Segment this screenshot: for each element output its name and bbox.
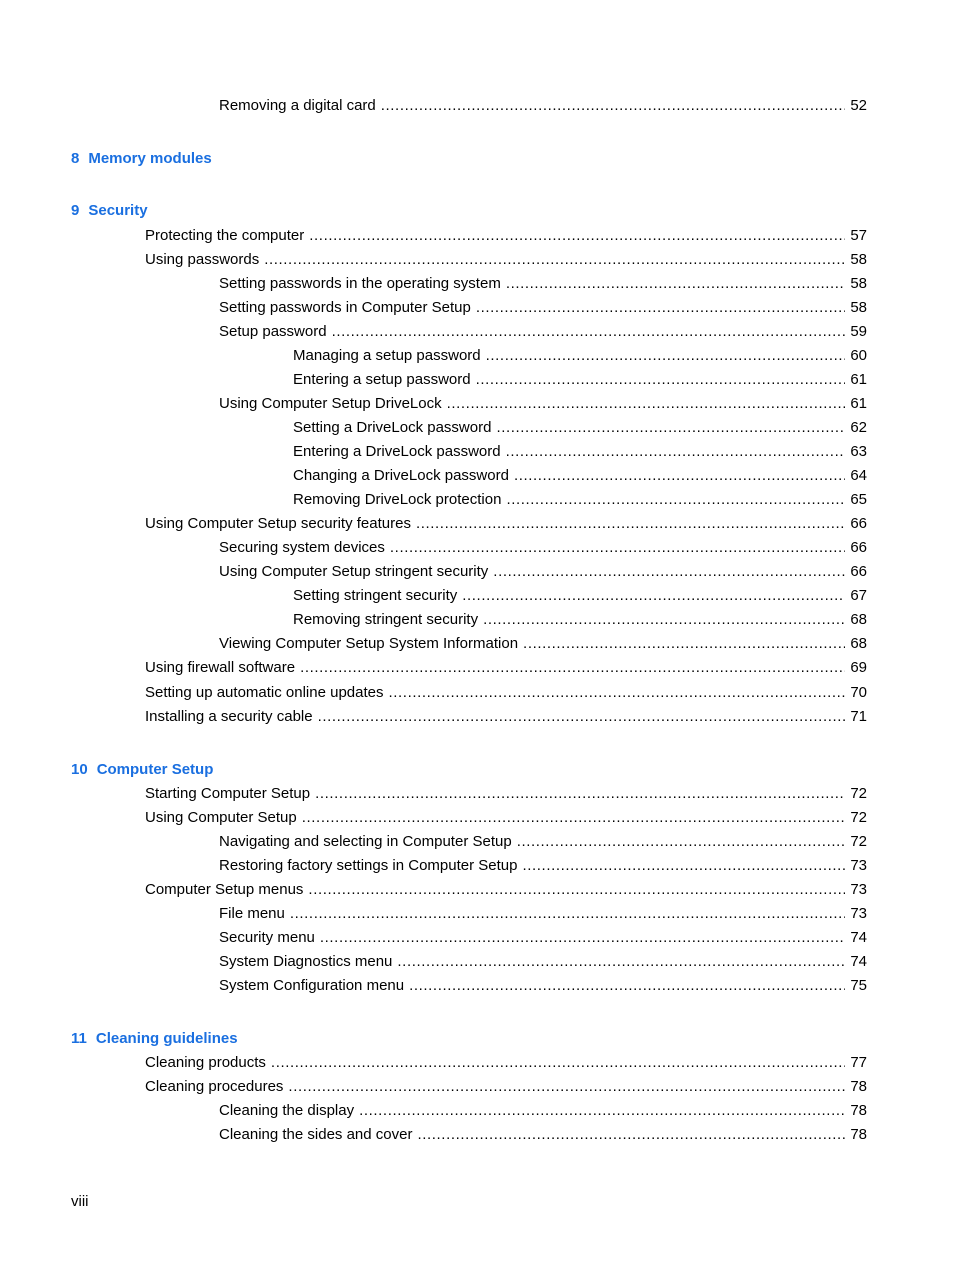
toc-entry-page: 60: [850, 347, 867, 364]
toc-leader-dots: [397, 952, 845, 972]
toc-entry-page: 71: [850, 708, 867, 725]
toc-leader-dots: [264, 250, 845, 270]
toc-entry[interactable]: [145, 808, 867, 828]
toc-leader-dots: [496, 418, 845, 438]
toc-leader-dots: [483, 610, 845, 630]
toc-entry-title: Entering a DriveLock password: [293, 443, 501, 460]
toc-entry[interactable]: [145, 707, 867, 727]
toc-entry[interactable]: [219, 856, 867, 876]
toc-entry-title: Viewing Computer Setup System Information: [219, 635, 519, 652]
toc-entry-title: Starting Computer Setup: [145, 785, 311, 802]
toc-entry[interactable]: [219, 96, 867, 116]
toc-entry-page: 77: [850, 1054, 867, 1071]
toc-entry[interactable]: [219, 562, 867, 582]
toc-leader-dots: [417, 1125, 845, 1145]
toc-entry-page: 74: [850, 929, 867, 946]
toc-entry[interactable]: [145, 250, 867, 270]
toc-entry[interactable]: [219, 904, 867, 924]
toc-entry[interactable]: [293, 490, 867, 510]
toc-entry-title: Using firewall software: [145, 659, 296, 676]
toc-entry-title: Setup password: [219, 323, 327, 340]
toc-entry-title: Using Computer Setup stringent security: [219, 563, 489, 580]
toc-entry-title: Using Computer Setup DriveLock: [219, 395, 442, 412]
toc-leader-dots: [320, 928, 845, 948]
toc-entry[interactable]: [145, 1053, 867, 1073]
toc-entry-page: 61: [850, 395, 867, 412]
toc-leader-dots: [486, 346, 846, 366]
chapter-heading-security[interactable]: [71, 201, 148, 221]
toc-entry-page: 57: [850, 227, 867, 244]
toc-entry-title: Installing a security cable: [145, 708, 313, 725]
toc-entry-page: 72: [850, 809, 867, 826]
toc-entry-page: 78: [850, 1078, 867, 1095]
chapter-title: Computer Setup: [96, 761, 214, 778]
toc-entry-page: 67: [850, 587, 867, 604]
toc-entry-title: Setting passwords in the operating system: [219, 275, 501, 292]
toc-leader-dots: [359, 1101, 845, 1121]
toc-entry-title: Removing DriveLock protection: [293, 491, 502, 508]
toc-leader-dots: [517, 832, 846, 852]
toc-entry[interactable]: [219, 976, 867, 996]
chapter-title: Security: [88, 202, 148, 219]
toc-entry[interactable]: [219, 1125, 867, 1145]
toc-entry-title: Cleaning products: [145, 1054, 266, 1071]
toc-entry[interactable]: [219, 928, 867, 948]
toc-entry[interactable]: [219, 832, 867, 852]
toc-entry-page: 66: [850, 563, 867, 580]
toc-entry-page: 73: [850, 857, 867, 874]
chapter-number: 11: [71, 1030, 87, 1047]
toc-entry-title: Security menu: [219, 929, 315, 946]
page-number-footer: viii: [71, 1193, 89, 1210]
toc-entry[interactable]: [293, 370, 867, 390]
toc-entry[interactable]: [145, 226, 867, 246]
toc-entry-page: 58: [850, 275, 867, 292]
toc-entry-page: 72: [850, 833, 867, 850]
toc-entry[interactable]: [293, 418, 867, 438]
toc-leader-dots: [271, 1053, 845, 1073]
toc-leader-dots: [381, 96, 846, 116]
toc-entry-page: 66: [850, 539, 867, 556]
toc-entry[interactable]: [145, 514, 867, 534]
toc-entry-title: Changing a DriveLock password: [293, 467, 509, 484]
toc-entry[interactable]: [145, 658, 867, 678]
toc-entry-page: 69: [850, 659, 867, 676]
toc-entry-title: System Diagnostics menu: [219, 953, 393, 970]
toc-entry-title: Setting stringent security: [293, 587, 458, 604]
toc-entry-page: 73: [850, 905, 867, 922]
toc-entry-page: 61: [850, 371, 867, 388]
toc-leader-dots: [332, 322, 846, 342]
chapter-title: Memory modules: [88, 150, 212, 167]
toc-leader-dots: [288, 1077, 845, 1097]
toc-entry[interactable]: [293, 466, 867, 486]
toc-entry-page: 70: [850, 684, 867, 701]
toc-entry-page: 68: [850, 635, 867, 652]
toc-entry-title: Setting up automatic online updates: [145, 684, 384, 701]
toc-entry-title: Setting passwords in Computer Setup: [219, 299, 471, 316]
toc-entry-title: Cleaning the sides and cover: [219, 1126, 413, 1143]
toc-entry-page: 66: [850, 515, 867, 532]
chapter-number: 9: [71, 202, 80, 219]
toc-entry-page: 52: [850, 97, 867, 114]
chapter-number: 8: [71, 150, 80, 167]
toc-leader-dots: [506, 490, 845, 510]
toc-entry[interactable]: [293, 610, 867, 630]
chapter-number: 10: [71, 761, 88, 778]
toc-leader-dots: [290, 904, 845, 924]
toc-entry[interactable]: [293, 442, 867, 462]
toc-entry-page: 64: [850, 467, 867, 484]
toc-entry-title: Using passwords: [145, 251, 260, 268]
toc-entry[interactable]: [145, 784, 867, 804]
toc-leader-dots: [302, 808, 846, 828]
toc-entry-title: Cleaning the display: [219, 1102, 355, 1119]
toc-entry-title: Managing a setup password: [293, 347, 481, 364]
toc-entry-page: 58: [850, 299, 867, 316]
toc-leader-dots: [318, 707, 846, 727]
chapter-heading-computer-setup[interactable]: [71, 760, 213, 780]
toc-entry[interactable]: [219, 394, 867, 414]
toc-entry-page: 62: [850, 419, 867, 436]
toc-entry-page: 74: [850, 953, 867, 970]
toc-leader-dots: [506, 274, 845, 294]
toc-entry[interactable]: [293, 586, 867, 606]
toc-entry[interactable]: [293, 346, 867, 366]
toc-entry-page: 59: [850, 323, 867, 340]
toc-entry-page: 78: [850, 1126, 867, 1143]
toc-leader-dots: [476, 370, 846, 390]
chapter-heading-memory-modules[interactable]: [71, 149, 212, 169]
toc-leader-dots: [462, 586, 845, 606]
toc-leader-dots: [447, 394, 846, 414]
toc-entry[interactable]: [219, 274, 867, 294]
toc-entry-title: Navigating and selecting in Computer Setup: [219, 833, 512, 850]
toc-leader-dots: [390, 538, 845, 558]
toc-entry[interactable]: [219, 538, 867, 558]
toc-entry[interactable]: [145, 1077, 867, 1097]
toc-entry-title: Securing system devices: [219, 539, 385, 556]
toc-entry[interactable]: [219, 952, 867, 972]
toc-leader-dots: [315, 784, 845, 804]
toc-entry-title: Computer Setup menus: [145, 881, 304, 898]
toc-entry[interactable]: [219, 1101, 867, 1121]
toc-entry[interactable]: [219, 322, 867, 342]
toc-leader-dots: [300, 658, 845, 678]
toc-entry-page: 73: [850, 881, 867, 898]
toc-entry-page: 78: [850, 1102, 867, 1119]
toc-entry-page: 68: [850, 611, 867, 628]
toc-entry-title: Entering a setup password: [293, 371, 471, 388]
toc-leader-dots: [416, 514, 845, 534]
toc-entry[interactable]: [219, 298, 867, 318]
chapter-title: Cleaning guidelines: [95, 1030, 238, 1047]
toc-entry-title: Using Computer Setup security features: [145, 515, 411, 532]
toc-entry-page: 63: [850, 443, 867, 460]
toc-entry-title: Using Computer Setup: [145, 809, 297, 826]
toc-leader-dots: [493, 562, 845, 582]
chapter-heading-cleaning-guidelines[interactable]: [71, 1029, 238, 1049]
toc-leader-dots: [309, 226, 845, 246]
toc-entry-title: Cleaning procedures: [145, 1078, 284, 1095]
toc-entry-title: Protecting the computer: [145, 227, 305, 244]
toc-entry-title: File menu: [219, 905, 285, 922]
toc-entry-page: 58: [850, 251, 867, 268]
toc-entry-title: Restoring factory settings in Computer Setup: [219, 857, 518, 874]
toc-leader-dots: [476, 298, 846, 318]
toc-entry[interactable]: [145, 880, 867, 900]
toc-leader-dots: [514, 466, 845, 486]
toc-leader-dots: [389, 683, 846, 703]
toc-entry-page: 72: [850, 785, 867, 802]
toc-entry-title: Removing stringent security: [293, 611, 479, 628]
toc-leader-dots: [409, 976, 845, 996]
toc-leader-dots: [308, 880, 845, 900]
toc-entry-title: Setting a DriveLock password: [293, 419, 492, 436]
toc-leader-dots: [522, 856, 845, 876]
toc-entry[interactable]: [145, 683, 867, 703]
toc-leader-dots: [523, 634, 845, 654]
toc-entry-title: System Configuration menu: [219, 977, 405, 994]
toc-entry-page: 65: [850, 491, 867, 508]
toc-entry-title: Removing a digital card: [219, 97, 376, 114]
toc-leader-dots: [506, 442, 846, 462]
toc-entry[interactable]: [219, 634, 867, 654]
toc-entry-page: 75: [850, 977, 867, 994]
